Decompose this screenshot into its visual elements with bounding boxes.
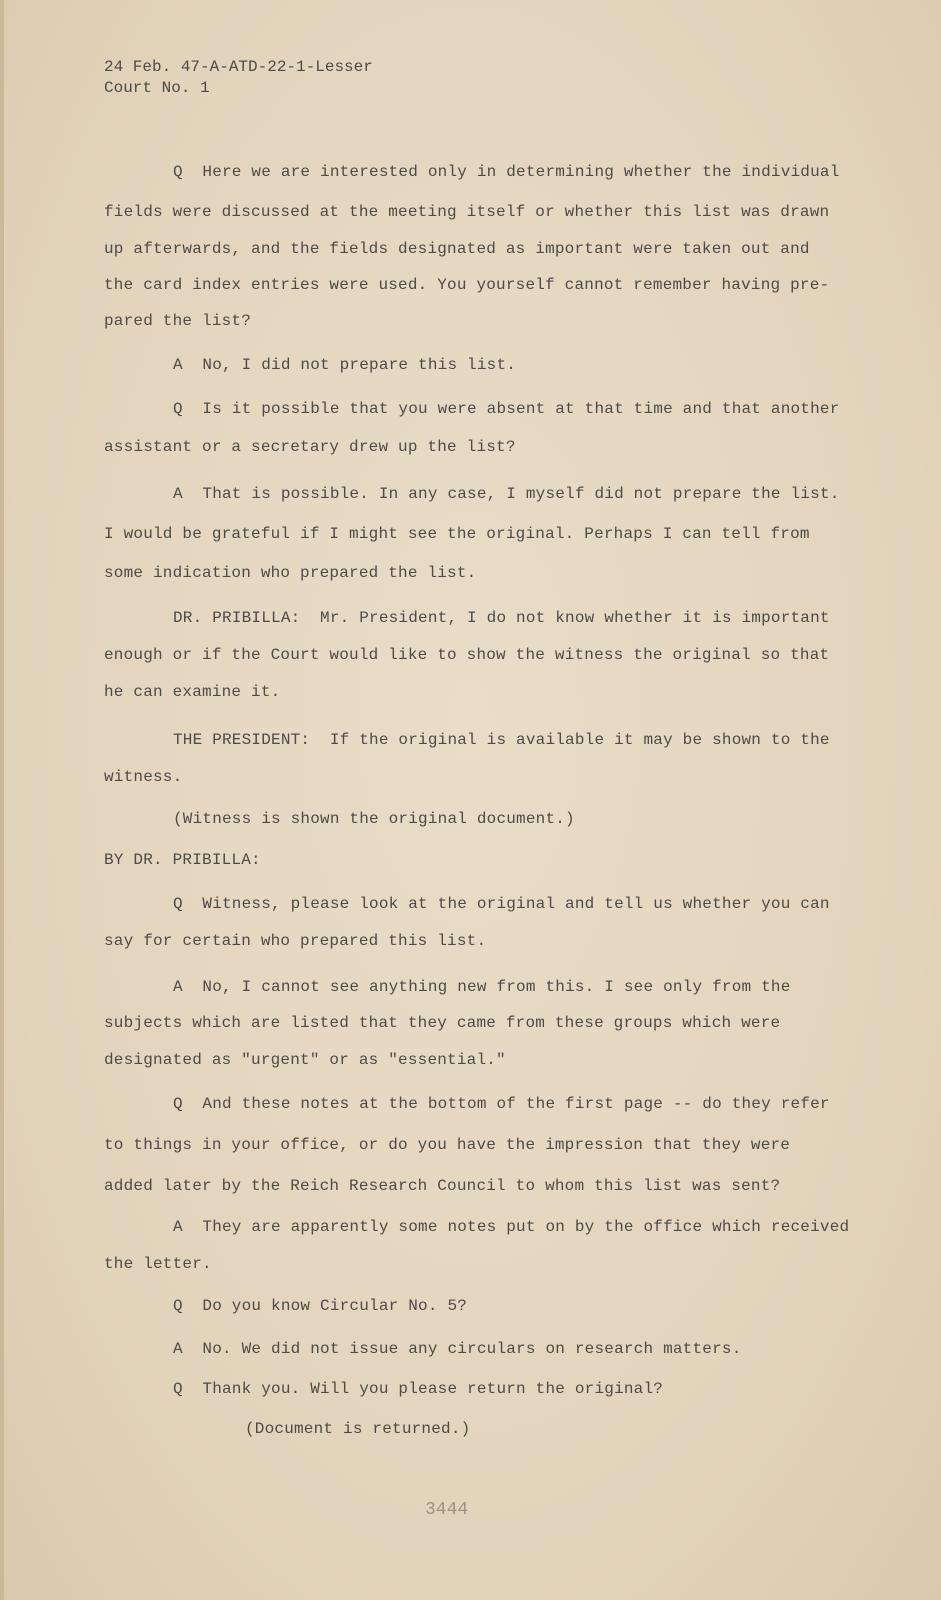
transcript-line: Q Here we are interested only in determining whether the individual	[173, 163, 840, 181]
transcript-line: witness.	[104, 768, 183, 786]
transcript-line: subjects which are listed that they came from these groups which were	[104, 1014, 781, 1032]
transcript-line: A No, I did not prepare this list.	[173, 356, 517, 374]
transcript-line: some indication who prepared the list.	[104, 564, 477, 582]
transcript-line: THE PRESIDENT: If the original is available it may be shown to the	[173, 731, 830, 749]
transcript-line: Q Do you know Circular No. 5?	[173, 1297, 468, 1315]
transcript-line: Q And these notes at the bottom of the first page -- do they refer	[173, 1095, 830, 1113]
header-citation: 24 Feb. 47-A-ATD-22-1-Lesser	[104, 58, 373, 76]
transcript-line: DR. PRIBILLA: Mr. President, I do not know whether it is important	[173, 609, 830, 627]
transcript-line: enough or if the Court would like to show the witness the original so that	[104, 646, 830, 664]
transcript-line: (Witness is shown the original document.)	[173, 810, 575, 828]
transcript-line: I would be grateful if I might see the original. Perhaps I can tell from	[104, 525, 810, 543]
transcript-line: designated as "urgent" or as "essential."	[104, 1051, 506, 1069]
transcript-line: the letter.	[104, 1255, 212, 1273]
transcript-line: Q Is it possible that you were absent at that time and that another	[173, 400, 840, 418]
header-court: Court No. 1	[104, 79, 210, 97]
page-number: 3444	[425, 1500, 469, 1520]
transcript-line: A No. We did not issue any circulars on research matters.	[173, 1340, 742, 1358]
transcript-line: added later by the Reich Research Council to whom this list was sent?	[104, 1177, 781, 1195]
transcript-line: A That is possible. In any case, I myself did not prepare the list.	[173, 485, 840, 503]
transcript-line: Q Thank you. Will you please return the original?	[173, 1380, 664, 1398]
transcript-line: (Document is returned.)	[245, 1420, 471, 1438]
transcript-line: A No, I cannot see anything new from this. I see only from the	[173, 978, 791, 996]
transcript-line: fields were discussed at the meeting itself or whether this list was drawn	[104, 203, 830, 221]
transcript-line: pared the list?	[104, 312, 252, 330]
page-edge	[0, 0, 4, 1600]
transcript-line: assistant or a secretary drew up the list?	[104, 438, 516, 456]
transcript-line: Q Witness, please look at the original and tell us whether you can	[173, 895, 830, 913]
transcript-line: say for certain who prepared this list.	[104, 932, 487, 950]
transcript-line: to things in your office, or do you have the impression that they were	[104, 1136, 791, 1154]
transcript-line: up afterwards, and the fields designated as important were taken out and	[104, 240, 810, 258]
transcript-line: A They are apparently some notes put on by the office which received	[173, 1218, 850, 1236]
transcript-line: the card index entries were used. You yourself cannot remember having pre-	[104, 276, 830, 294]
transcript-line: BY DR. PRIBILLA:	[104, 851, 261, 869]
transcript-line: he can examine it.	[104, 683, 281, 701]
